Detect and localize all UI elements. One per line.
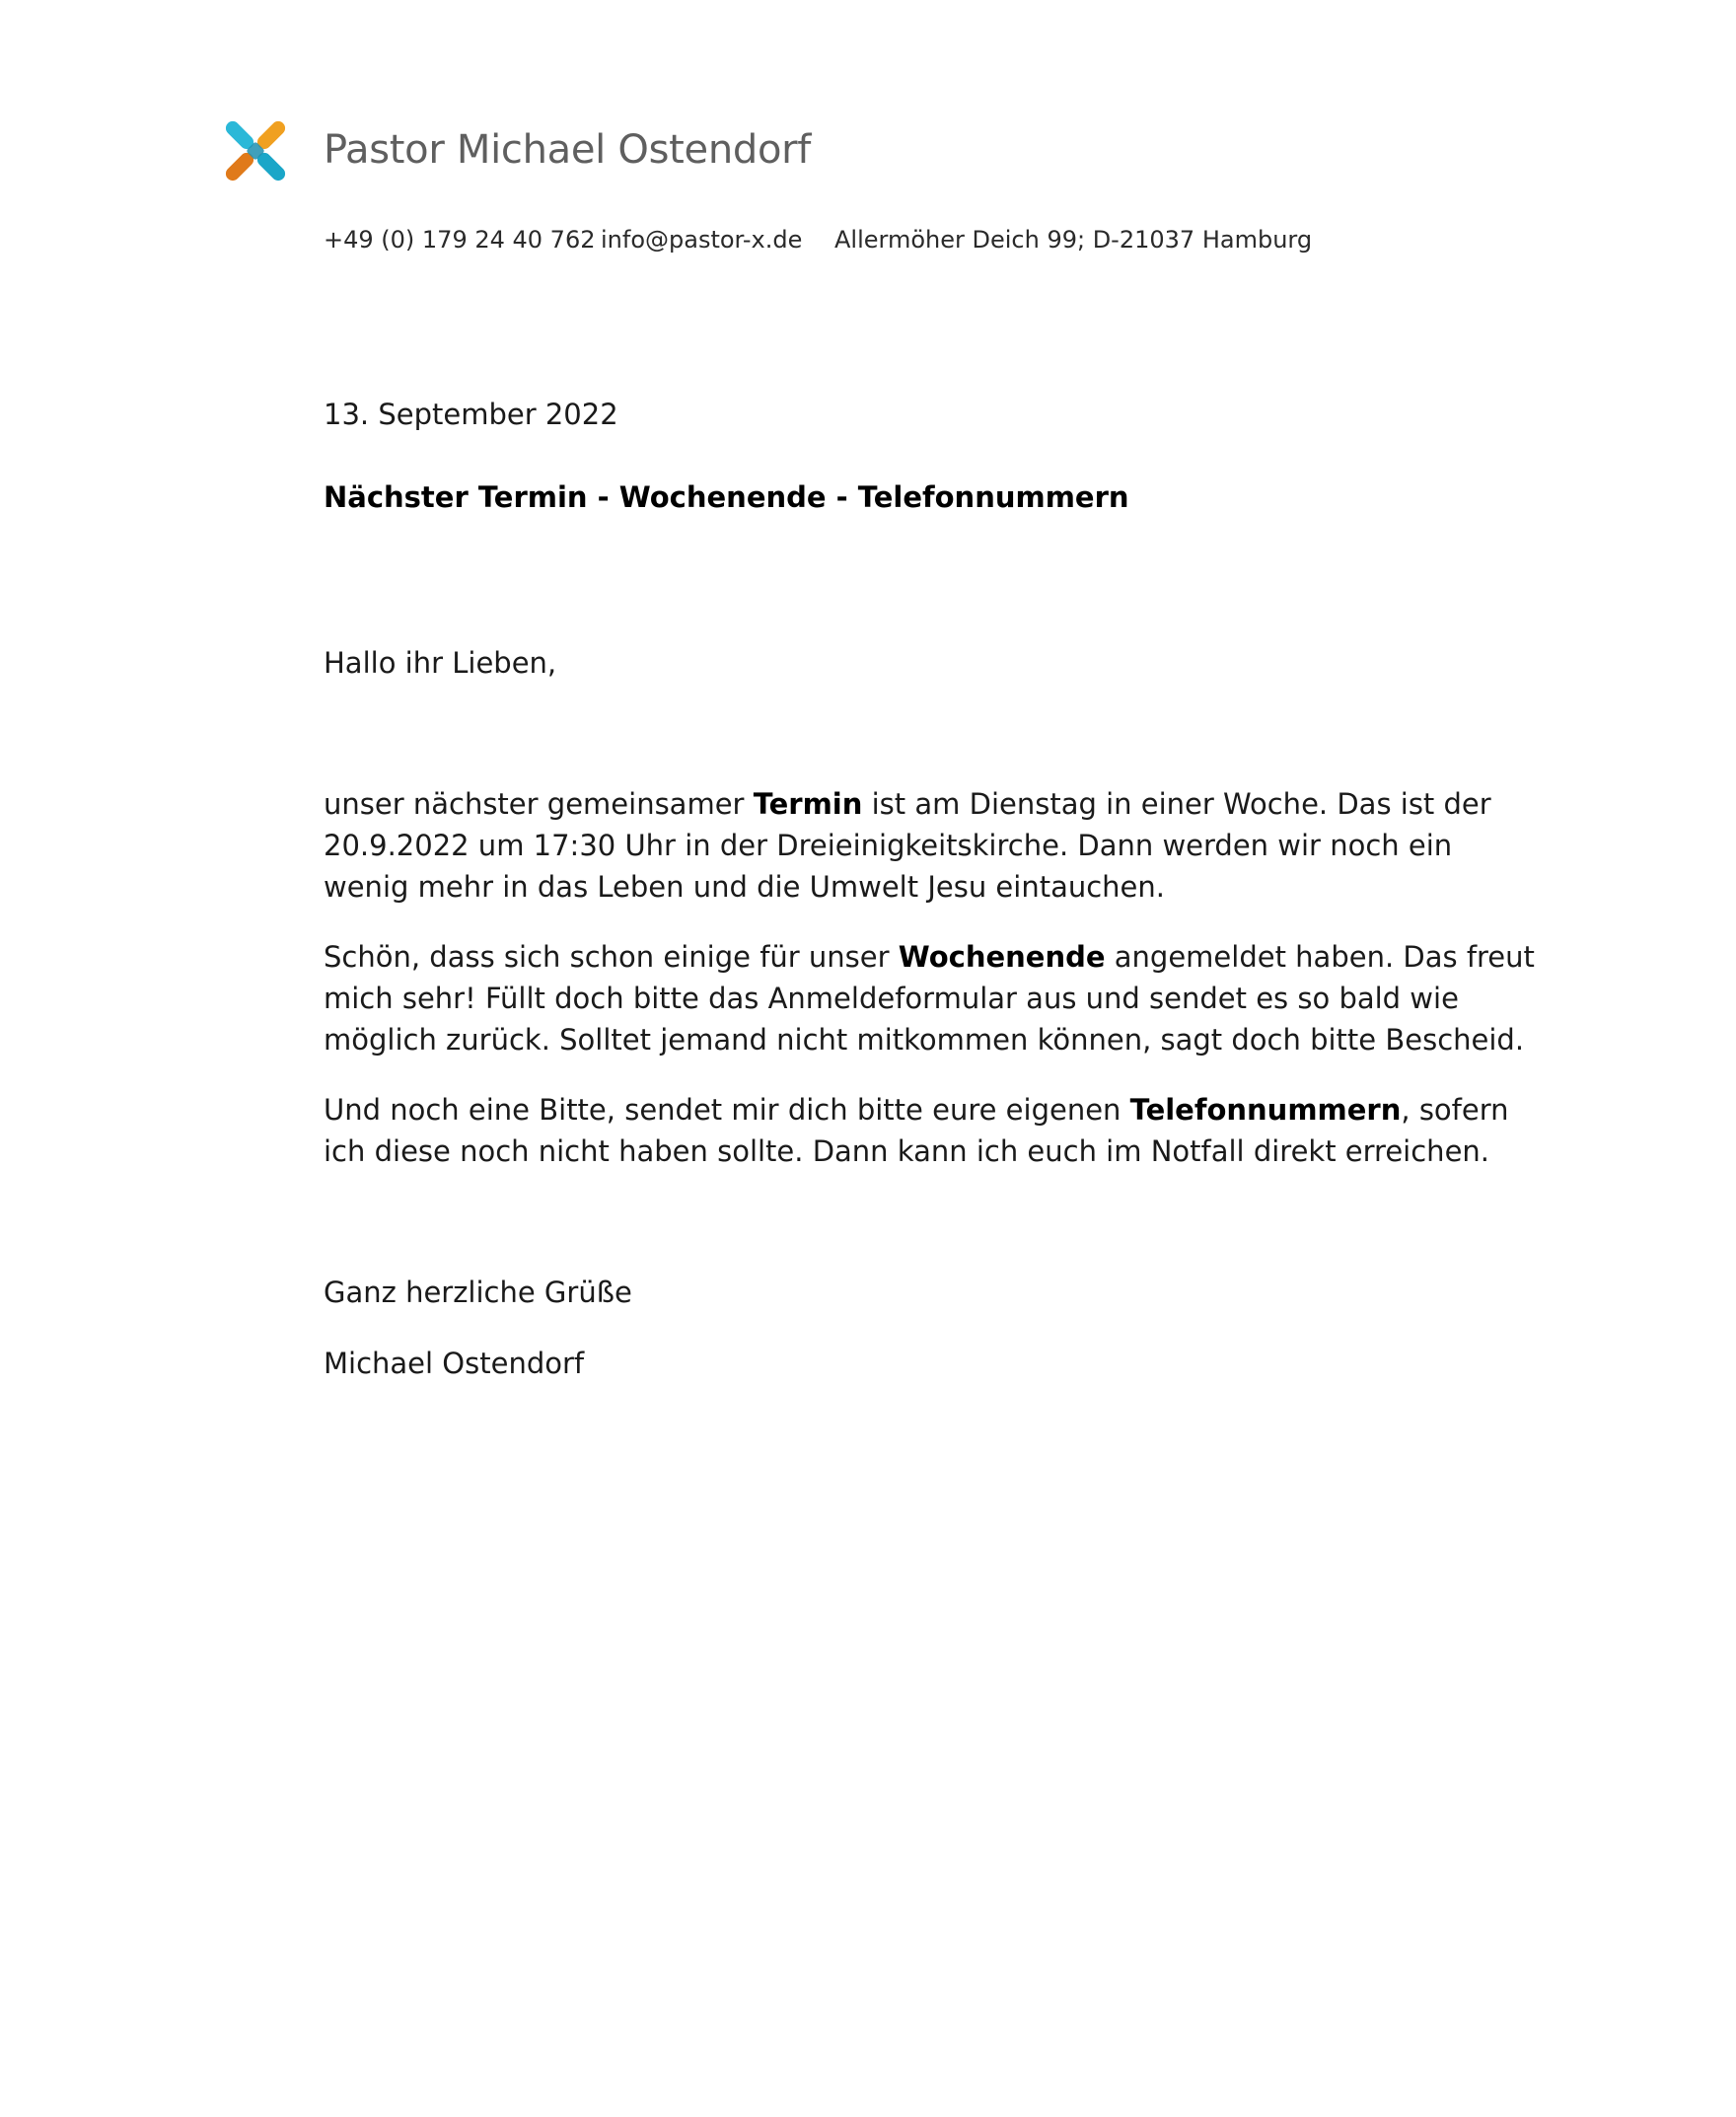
paragraph-bold: Wochenende (898, 940, 1106, 974)
cross-x-logo-icon (221, 116, 290, 185)
paragraph-bold: Termin (753, 787, 863, 821)
sender-address: Allermöher Deich 99; D-21037 Hamburg (834, 226, 1313, 254)
paragraph-text: unser nächster gemeinsamer (324, 787, 754, 821)
paragraph-text: Schön, dass sich schon einige für unser (324, 940, 899, 974)
paragraph-text: Und noch eine Bitte, sendet mir dich bitte eure eigenen (324, 1093, 1130, 1127)
sender-email: info@pastor-x.de (601, 226, 803, 254)
paragraph-telefonnummern (324, 1089, 1537, 1172)
letter-date: 13. September 2022 (324, 398, 618, 431)
paragraph-wochenende (324, 936, 1537, 1060)
sender-phone: +49 (0) 179 24 40 762 (324, 226, 596, 254)
paragraph-termin (324, 783, 1537, 908)
letter-signature: Michael Ostendorf (324, 1347, 585, 1380)
paragraph-text: angemeldet haben. Das freut mich sehr! Füllt doch bitte das Anmeldeformular aus und sendet es so bald wie möglich zurück. Solltet jemand nicht mitkommen können, sagt doch bitte Bescheid. (324, 940, 1535, 1057)
sender-name: Pastor Michael Ostendorf (324, 127, 812, 173)
paragraph-text: ist am Dienstag in einer Woche. Das ist der 20.9.2022 um 17:30 Uhr in der Dreieinigkeitskirche. Dann werden wir noch ein wenig mehr in das Leben und die Umwelt Jesu eintauchen. (324, 787, 1491, 904)
letter-closing: Ganz herzliche Grüße (324, 1276, 632, 1309)
paragraph-text: , sofern ich diese noch nicht haben sollte. Dann kann ich euch im Notfall direkt erreichen. (324, 1093, 1509, 1168)
letter-greeting: Hallo ihr Lieben, (324, 646, 557, 680)
letter-subject: Nächster Termin - Wochenende - Telefonnummern (324, 480, 1129, 514)
paragraph-bold: Telefonnummern (1129, 1093, 1402, 1127)
